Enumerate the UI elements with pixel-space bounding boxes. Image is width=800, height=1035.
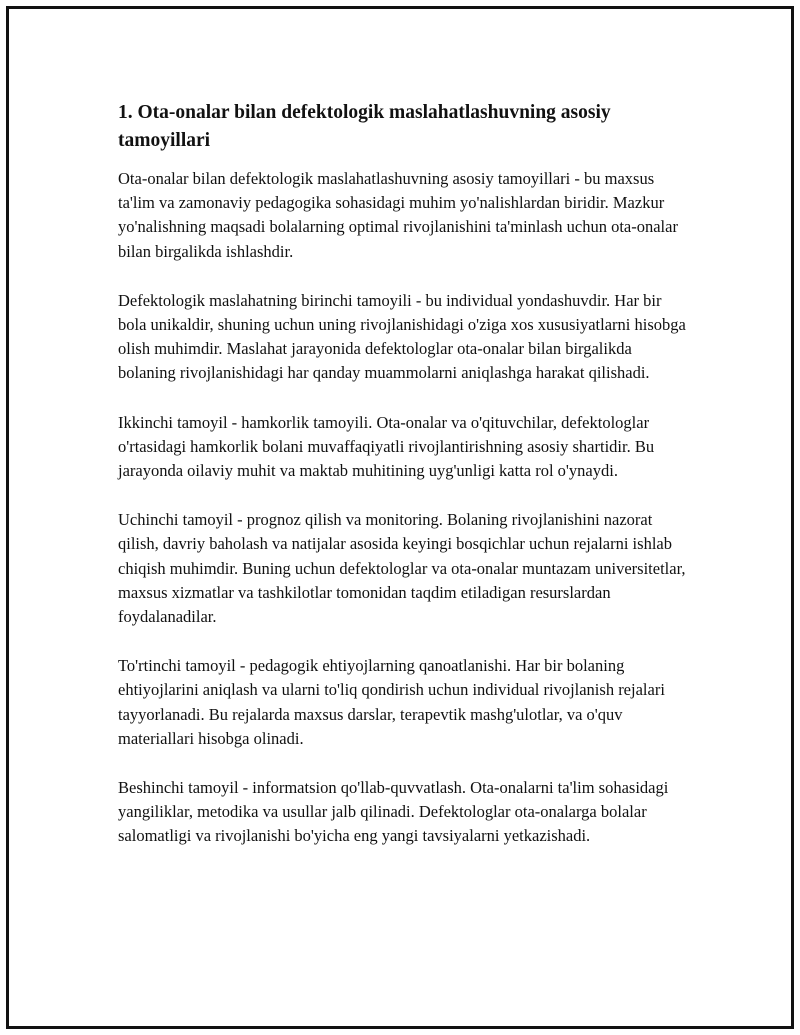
page-frame [6,6,794,1029]
paragraph-principle-2: Ikkinchi tamoyil - hamkorlik tamoyili. Ota-onalar va o'qituvchilar, defektologlar o'rtasidagi hamkorlik bolani muvaffaqiyatli rivojlantirishning asosiy shartidir. Bu jarayonda oilaviy muhit va maktab muhitining uyg'unligi katta rol o'ynaydi. [118,412,655,481]
paragraph-principle-3: Uchinchi tamoyil - prognoz qilish va monitoring. Bolaning rivojlanishini nazorat qilish, davriy baholash va natijalar asosida keyingi bosqichlar uchun rejalarni ishlab chiqish muhimdir. Buning uchun defektologlar va ota-onalar muntazam universitetlar, maxsus xizmatlar va tashkilotlar tomonidan taqdim etiladigan resurslardan foydalanadilar. [118,510,686,627]
paragraph-intro: Ota-onalar bilan defektologik maslahatlashuvning asosiy tamoyillari - bu maxsus ta'lim va zamonaviy pedagogika sohasidagi muhim yo'nalishlardan biridir. Mazkur yo'nalishning maqsadi bolalarning optimal rivojlanishini ta'minlash uchun ota-onalar bilan birgalikda ishlashdir. [118,169,678,261]
section-title: 1. Ota-onalar bilan defektologik maslahatlashuvning asosiy tamoyillari [118,102,611,151]
paragraph-principle-4: To'rtinchi tamoyil - pedagogik ehtiyojlarning qanoatlanishi. Har bir bolaning ehtiyojlarini aniqlash va ularni to'liq qondirish uchun individual rivojlanish rejalari tayyorlanadi. Bu rejalarda maxsus darslar, terapevtik mashg'ulotlar, va o'quv materiallari hisobga olinadi. [118,656,665,748]
paragraph-principle-1: Defektologik maslahatning birinchi tamoyili - bu individual yondashuvdir. Har bir bola unikaldir, shuning uchun uning rivojlanishidagi o'ziga xos xususiyatlarni hisobga olish muhimdir. Maslahat jarayonida defektologlar ota-onalar bilan birgalikda bolaning rivojlanishidagi har qanday muammolarni aniqlashga harakat qilishadi. [118,290,686,383]
paragraph-principle-5: Beshinchi tamoyil - informatsion qo'llab-quvvatlash. Ota-onalarni ta'lim sohasidagi yangiliklar, metodika va usullar jalb qilinadi. Defektologlar ota-onalarga bolalar salomatligi va rivojlanishi bo'yicha eng yangi tavsiyalarni yetkazishadi. [118,778,669,846]
document-body [118,99,688,874]
